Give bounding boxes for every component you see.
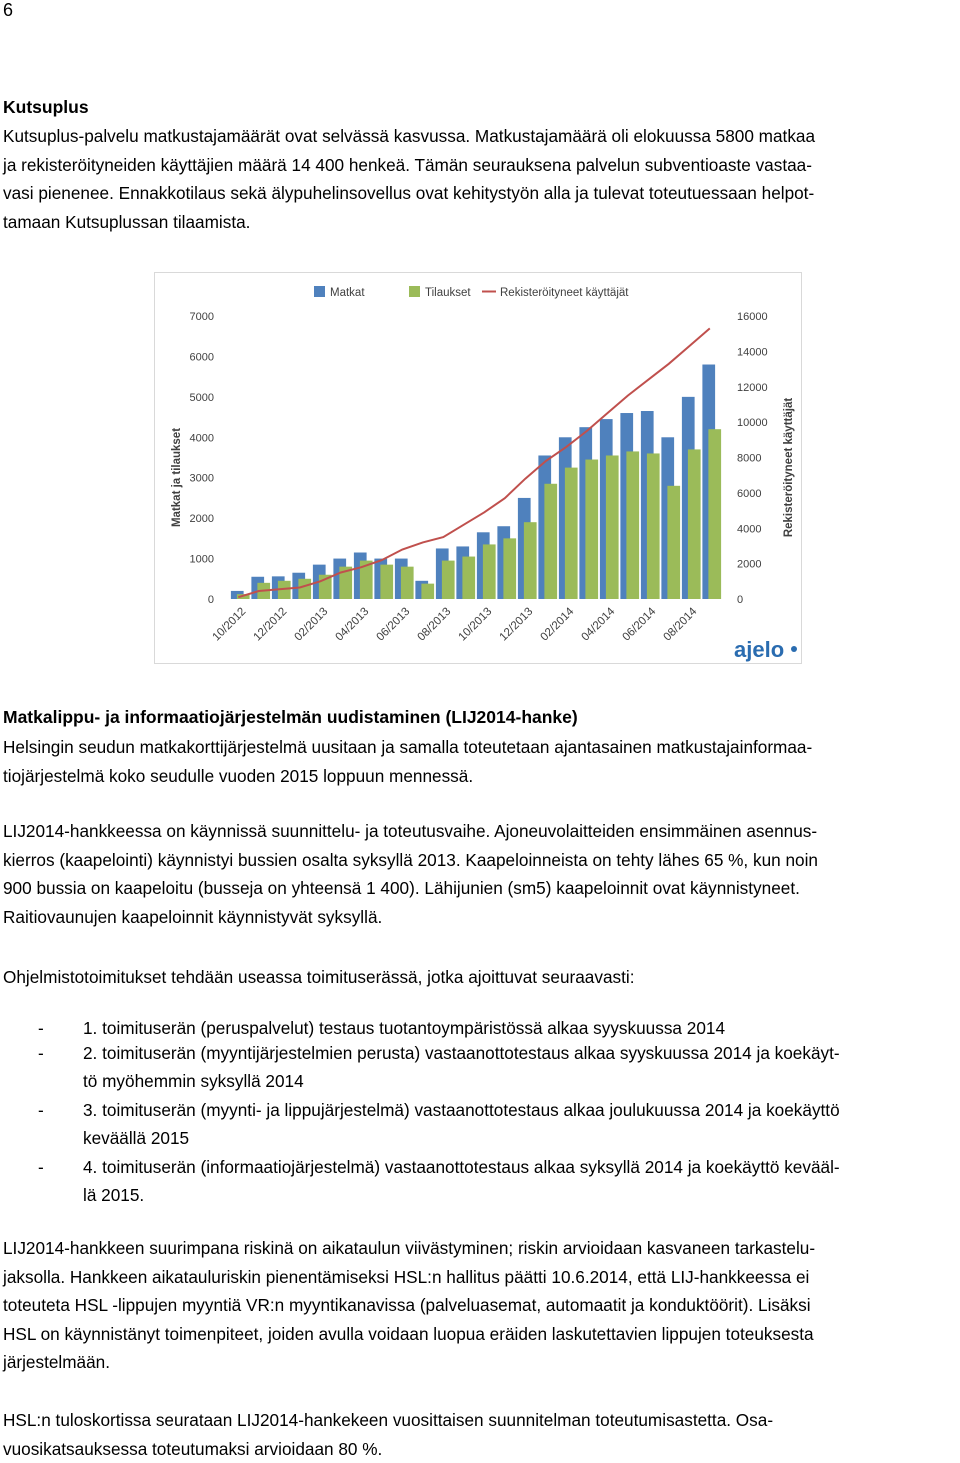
y-tick-label: 1000 (190, 554, 214, 566)
y2-tick-label: 16000 (737, 311, 768, 323)
y2-tick-label: 14000 (737, 346, 768, 358)
bar-tilaukset (565, 468, 578, 599)
bar-tilaukset (585, 460, 598, 599)
bar-tilaukset (708, 429, 721, 599)
legend-swatch-tilaukset (409, 286, 420, 297)
x-tick-label: 02/2013 (293, 606, 331, 644)
x-tick-label: 10/2013 (457, 606, 495, 644)
legend-label-rekisteroityneet: Rekisteröityneet käyttäjät (500, 287, 629, 299)
x-tick-label: 02/2014 (539, 605, 577, 643)
bar-tilaukset (688, 449, 701, 599)
bar-tilaukset (380, 565, 393, 599)
legend-swatch-matkat (314, 286, 325, 297)
list-item: - 4. toimituserän (informaatiojärjestelmä) vastaanottotestaus alkaa syksyllä 2014 ja koekäyttö kevääl- lä 2015. (38, 1153, 960, 1210)
y2-tick-label: 10000 (737, 417, 768, 429)
y2-tick-label: 8000 (737, 453, 761, 465)
bar-tilaukset (667, 486, 680, 599)
y2-tick-label: 2000 (737, 559, 761, 571)
text-line: HSL on käynnistänyt toimenpiteet, joiden avulla voidaan luopua eräiden laskutettavien lippujen toteuksesta (3, 1320, 958, 1349)
bar-tilaukset (503, 538, 516, 599)
bar-tilaukset (462, 557, 475, 599)
bar-tilaukset (442, 561, 455, 599)
y-tick-label: 0 (208, 594, 214, 606)
ajelo-logo-text: ajelo (734, 637, 784, 662)
y-tick-label: 2000 (190, 513, 214, 525)
bar-tilaukset (421, 584, 434, 599)
x-tick-label: 04/2014 (580, 605, 618, 643)
legend-label-matkat: Matkat (330, 287, 365, 299)
lij-paragraph-2 (3, 817, 958, 931)
y2-axis-title: Rekisteröityneet käyttäjät (783, 398, 795, 538)
lij-paragraph-1 (3, 733, 958, 790)
y-tick-label: 3000 (190, 473, 214, 485)
text-line: kierros (kaapelointi) käynnistyi bussien osalta syksyllä 2013. Kaapeloinneista on tehty lähes 65 %, kun noin (3, 846, 958, 875)
list-item-text: 4. toimituserän (informaatiojärjestelmä) vastaanottotestaus alkaa syksyllä 2014 ja koekäyttö kevääl- (83, 1157, 840, 1177)
y-tick-label: 5000 (190, 392, 214, 404)
y2-tick-label: 12000 (737, 382, 768, 394)
bar-tilaukset (524, 522, 537, 599)
bar-tilaukset (606, 455, 619, 599)
y2-tick-label: 0 (737, 594, 743, 606)
y2-tick-label: 4000 (737, 523, 761, 535)
lij-paragraph-5 (3, 1406, 958, 1463)
bar-tilaukset (544, 484, 557, 599)
list-item: - 2. toimituserän (myyntijärjestelmien perusta) vastaanottotestaus alkaa syyskuussa 2014 ja koekäyt- tö myöhemmin syksyllä 2014 (38, 1039, 960, 1096)
x-tick-label: 08/2014 (662, 605, 700, 643)
page-number: 6 (3, 0, 13, 21)
list-item-text: 2. toimituserän (myyntijärjestelmien perusta) vastaanottotestaus alkaa syyskuussa 2014 ja koekäyt- (83, 1043, 840, 1063)
y-tick-label: 6000 (190, 351, 214, 363)
text-line: ja rekisteröityneiden käyttäjien määrä 14 400 henkeä. Tämän seurauksena palvelun subventioaste vastaa- (3, 151, 958, 180)
text-line: Raitiovaunujen kaapeloinnit käynnistyvät syksyllä. (3, 903, 958, 932)
y-tick-label: 4000 (190, 432, 214, 444)
bar-tilaukset (483, 544, 496, 599)
section-heading-kutsuplus: Kutsuplus (3, 97, 89, 118)
y-axis-title: Matkat ja tilaukset (171, 428, 183, 527)
list-item: - 3. toimituserän (myynti- ja lippujärjestelmä) vastaanottotestaus alkaa joulukuussa 2014 ja koekäyttö keväällä 2015 (38, 1096, 960, 1153)
text-line: HSL:n tuloskortissa seurataan LIJ2014-hankekeen vuosittaisen suunnitelman toteutumisastetta. Osa- (3, 1406, 958, 1435)
list-item-text: lä 2015. (83, 1185, 144, 1205)
text-line: LIJ2014-hankkeen suurimpana riskinä on aikataulun viivästyminen; riskin arvioidaan kasvaneen tarkastelu- (3, 1234, 958, 1263)
x-tick-label: 08/2013 (416, 606, 454, 644)
bar-tilaukset (647, 453, 660, 599)
text-line: Kutsuplus-palvelu matkustajamäärät ovat selvässä kasvussa. Matkustajamäärä oli elokuussa 5800 matkaa (3, 122, 958, 151)
x-tick-label: 04/2013 (334, 606, 372, 644)
text-line: LIJ2014-hankkeessa on käynnissä suunnittelu- ja toteutusvaihe. Ajoneuvolaitteiden ensimmäinen asennus- (3, 817, 958, 846)
x-tick-label: 06/2013 (375, 606, 413, 644)
bar-tilaukset (626, 451, 639, 599)
text-line: 900 bussia on kaapeloitu (busseja on yhteensä 1 400). Lähijunien (sm5) kaapeloinnit ovat käynnistyneet. (3, 874, 958, 903)
text-line: tiojärjestelmä koko seudulle vuoden 2015 loppuun mennessä. (3, 762, 958, 791)
text-line: jaksolla. Hankkeen aikatauluriskin pienentämiseksi HSL:n hallitus päätti 10.6.2014, että LIJ-hankkeessa ei (3, 1263, 958, 1292)
list-item-text: 1. toimituserän (peruspalvelut) testaus tuotantoympäristössä alkaa syyskuussa 2014 (83, 1018, 725, 1038)
x-tick-label: 10/2012 (211, 606, 249, 644)
x-tick-label: 12/2012 (252, 606, 290, 644)
bar-tilaukset (401, 567, 414, 599)
legend-label-tilaukset: Tilaukset (425, 287, 471, 299)
list-item-text: keväällä 2015 (83, 1128, 189, 1148)
lij-paragraph-4 (3, 1234, 958, 1377)
text-line: vasi pienenee. Ennakkotilaus sekä älypuhelinsovellus ovat kehitystyön alla ja tulevat toteutuessaan helpot- (3, 179, 958, 208)
lij-paragraph-3: Ohjelmistotoimitukset tehdään useassa toimituserässä, jotka ajoittuvat seuraavasti: (3, 963, 958, 992)
list-item-text: tö myöhemmin syksyllä 2014 (83, 1071, 304, 1091)
bar-tilaukset (298, 579, 311, 599)
text-line: Helsingin seudun matkakorttijärjestelmä uusitaan ja samalla toteutetaan ajantasainen matkustajainformaa- (3, 733, 958, 762)
delivery-list (38, 1014, 960, 1210)
list-item: - 1. toimituserän (peruspalvelut) testaus tuotantoympäristössä alkaa syyskuussa 2014 (38, 1014, 960, 1043)
text-line: vuosikatsauksessa toteutumaksi arvioidaan 80 %. (3, 1435, 958, 1463)
text-line: tamaan Kutsuplussan tilaamista. (3, 208, 958, 237)
list-item-text: 3. toimituserän (myynti- ja lippujärjestelmä) vastaanottotestaus alkaa joulukuussa 2014 ja koekäyttö (83, 1100, 840, 1120)
text-line: toteuteta HSL -lippujen myyntiä VR:n myyntikanavissa (palveluasemat, automaatit ja konduktöörit). Lisäksi (3, 1291, 958, 1320)
y-tick-label: 7000 (190, 311, 214, 323)
kutsuplus-paragraph (3, 122, 958, 236)
y2-tick-label: 6000 (737, 488, 761, 500)
logo-dot-icon (791, 646, 797, 652)
section-heading-lij2014: Matkalippu- ja informaatiojärjestelmän uudistaminen (LIJ2014-hanke) (3, 707, 578, 728)
x-tick-label: 12/2013 (498, 606, 536, 644)
kutsuplus-chart (154, 272, 802, 664)
text-line: järjestelmään. (3, 1348, 958, 1377)
x-tick-label: 06/2014 (621, 605, 659, 643)
